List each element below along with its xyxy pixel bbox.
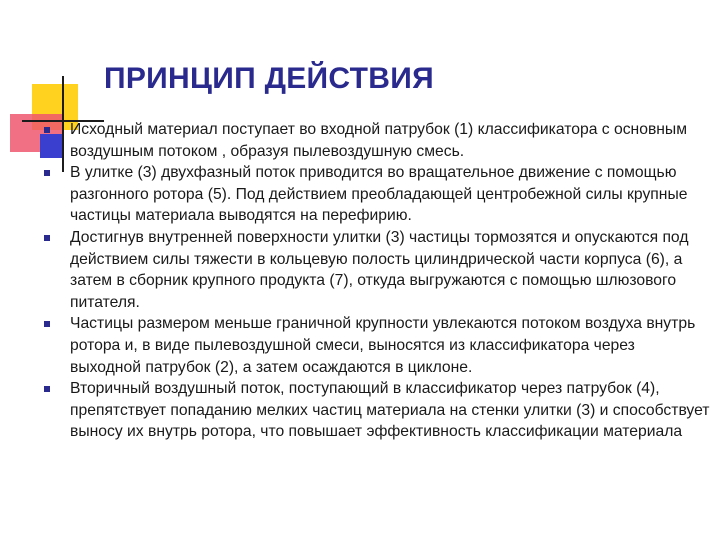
- square-bullet-icon: [44, 170, 50, 176]
- bullet-text: Достигнув внутренней поверхности улитки (3) частицы тормозятся и опускаются под действием силы тяжести в кольцевую полость цилиндрической части корпуса (6), а затем в сборник крупного продукта (7), откуда выгружаются с помощью шлюзового питателя.: [70, 228, 689, 311]
- bullet-list: [0, 119, 720, 443]
- bullet-item: [0, 227, 720, 313]
- square-bullet-icon: [44, 127, 50, 133]
- bullet-text: Частицы размером меньше граничной крупности увлекаются потоком воздуха внутрь ротора и, в виде пылевоздушной смеси, выносятся из классификатора через выходной патрубок (2), а затем осаждаются в циклоне.: [70, 315, 696, 376]
- bullet-text: В улитке (3) двухфазный поток приводится во вращательное движение с помощью разгонного ротора (5). Под действием преобладающей центробежной силы крупные частицы материала выводятся на перефирию.: [70, 164, 688, 225]
- bullet-item: [0, 119, 720, 162]
- bullet-text: Исходный материал поступает во входной патрубок (1) классификатора с основным воздушным потоком , образуя пылевоздушную смесь.: [70, 121, 687, 160]
- square-bullet-icon: [44, 321, 50, 327]
- bullet-text: Вторичный воздушный поток, поступающий в классификатор через патрубок (4), препятствует попаданию мелких частиц материала на стенки улитки (3) и способствует выносу их внутрь ротора, что повышает эффективность классификации материала: [70, 380, 710, 441]
- bullet-item: [0, 162, 720, 227]
- bullet-item: [0, 313, 720, 378]
- slide-title: ПРИНЦИП ДЕЙСТВИЯ: [104, 62, 434, 95]
- square-bullet-icon: [44, 386, 50, 392]
- bullet-item: [0, 378, 720, 443]
- square-bullet-icon: [44, 235, 50, 241]
